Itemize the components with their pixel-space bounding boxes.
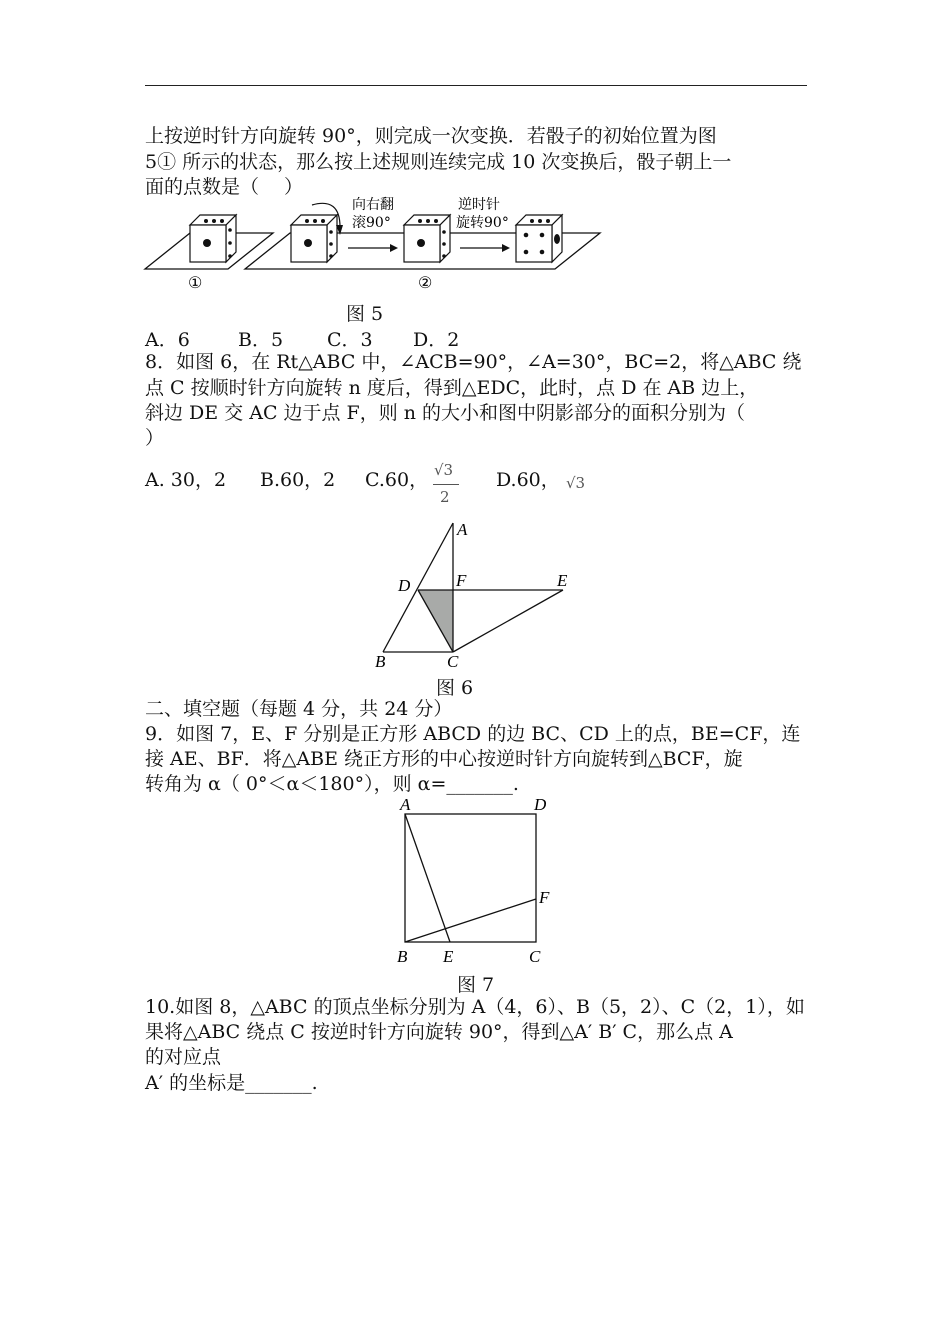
q8-option-d-value: √3 xyxy=(566,474,586,492)
q9-line-1: 9．如图 7，E、F 分别是正方形 ABCD 的边 BC、CD 上的点，BE=CF，连 xyxy=(145,723,801,745)
fig7-label-e: E xyxy=(443,947,454,966)
fig5-caption: 图 5 xyxy=(346,303,384,325)
q8-line-3: 斜边 DE 交 AC 边于点 F，则 n 的大小和图中阴影部分的面积分别为（ xyxy=(145,402,746,424)
fig5-arrow2-text-1: 逆时针 xyxy=(458,197,500,213)
fig7-label-c: C xyxy=(529,947,541,966)
header-rule xyxy=(145,85,807,86)
q8-option-c-denominator: 2 xyxy=(440,488,450,506)
q8-line-4: ） xyxy=(145,427,165,449)
fig5-arrow2-text-2: 旋转90° xyxy=(456,215,509,231)
fig6-caption: 图 6 xyxy=(436,677,474,699)
q10-line-2: 果将△ABC 绕点 C 按逆时针方向旋转 90°，得到△A′ B′ C，那么点 A xyxy=(145,1021,733,1043)
fig6-label-c: C xyxy=(447,652,459,671)
figure-6-triangles xyxy=(370,515,590,675)
q9-line-3: 转角为 α（ 0°＜α＜180°），则 α=_______. xyxy=(145,773,519,795)
fig7-label-f: F xyxy=(539,888,550,907)
q8-option-b: B.60，2 xyxy=(260,469,336,491)
fig5-arrow1-text-2: 滚90° xyxy=(352,215,391,231)
q10-line-1: 10.如图 8，△ABC 的顶点坐标分别为 A（4，6）、B（5，2）、C（2，1），如 xyxy=(145,996,805,1018)
fig6-label-e: E xyxy=(557,571,568,590)
fig7-label-a: A xyxy=(400,795,411,814)
section-heading: 二、填空题（每题 4 分，共 24 分） xyxy=(145,698,453,720)
fig6-label-b: B xyxy=(375,652,386,671)
q8-line-1: 8．如图 6，在 Rt△ABC 中，∠ACB=90°，∠A=30°，BC=2，将△ABC 绕 xyxy=(145,351,802,373)
q7-line-2: 5① 所示的状态，那么按上述规则连续完成 10 次变换后，骰子朝上一 xyxy=(145,151,732,173)
figure-5-dice xyxy=(140,195,610,295)
q8-line-2: 点 C 按顺时针方向旋转 n 度后，得到△EDC，此时，点 D 在 AB 边上， xyxy=(145,377,759,399)
figure-7-square xyxy=(390,795,560,970)
q10-line-3: 的对应点 xyxy=(145,1046,222,1068)
fig5-mark-2: ② xyxy=(418,273,433,292)
q9-line-2: 接 AE、BF．将△ABE 绕正方形的中心按逆时针方向旋转到△BCF，旋 xyxy=(145,748,743,770)
q8-option-c-numerator: √3 xyxy=(434,461,454,479)
q8-option-c-fraction-bar xyxy=(433,484,459,485)
q10-line-4: A′ 的坐标是_______. xyxy=(145,1072,318,1094)
q8-option-c: C.60， xyxy=(365,469,429,491)
fig7-caption: 图 7 xyxy=(457,974,495,996)
fig6-label-a: A xyxy=(457,520,468,539)
fig5-arrow1-text-1: 向右翻 xyxy=(352,197,394,213)
q8-option-d: D.60， xyxy=(496,469,560,491)
fig6-label-d: D xyxy=(398,576,411,595)
fig7-label-b: B xyxy=(397,947,408,966)
fig7-label-d: D xyxy=(534,795,547,814)
q7-option-a: A．6 xyxy=(145,329,190,351)
q7-line-1: 上按逆时针方向旋转 90°，则完成一次变换．若骰子的初始位置为图 xyxy=(145,125,717,147)
q7-line-3: 面的点数是（ ） xyxy=(145,176,304,198)
fig5-mark-1: ① xyxy=(188,273,203,292)
q7-option-c: C．3 xyxy=(327,329,373,351)
q7-option-d: D．2 xyxy=(413,329,460,351)
q8-option-a: A. 30，2 xyxy=(145,469,227,491)
fig6-label-f: F xyxy=(456,571,467,590)
q7-option-b: B．5 xyxy=(238,329,284,351)
